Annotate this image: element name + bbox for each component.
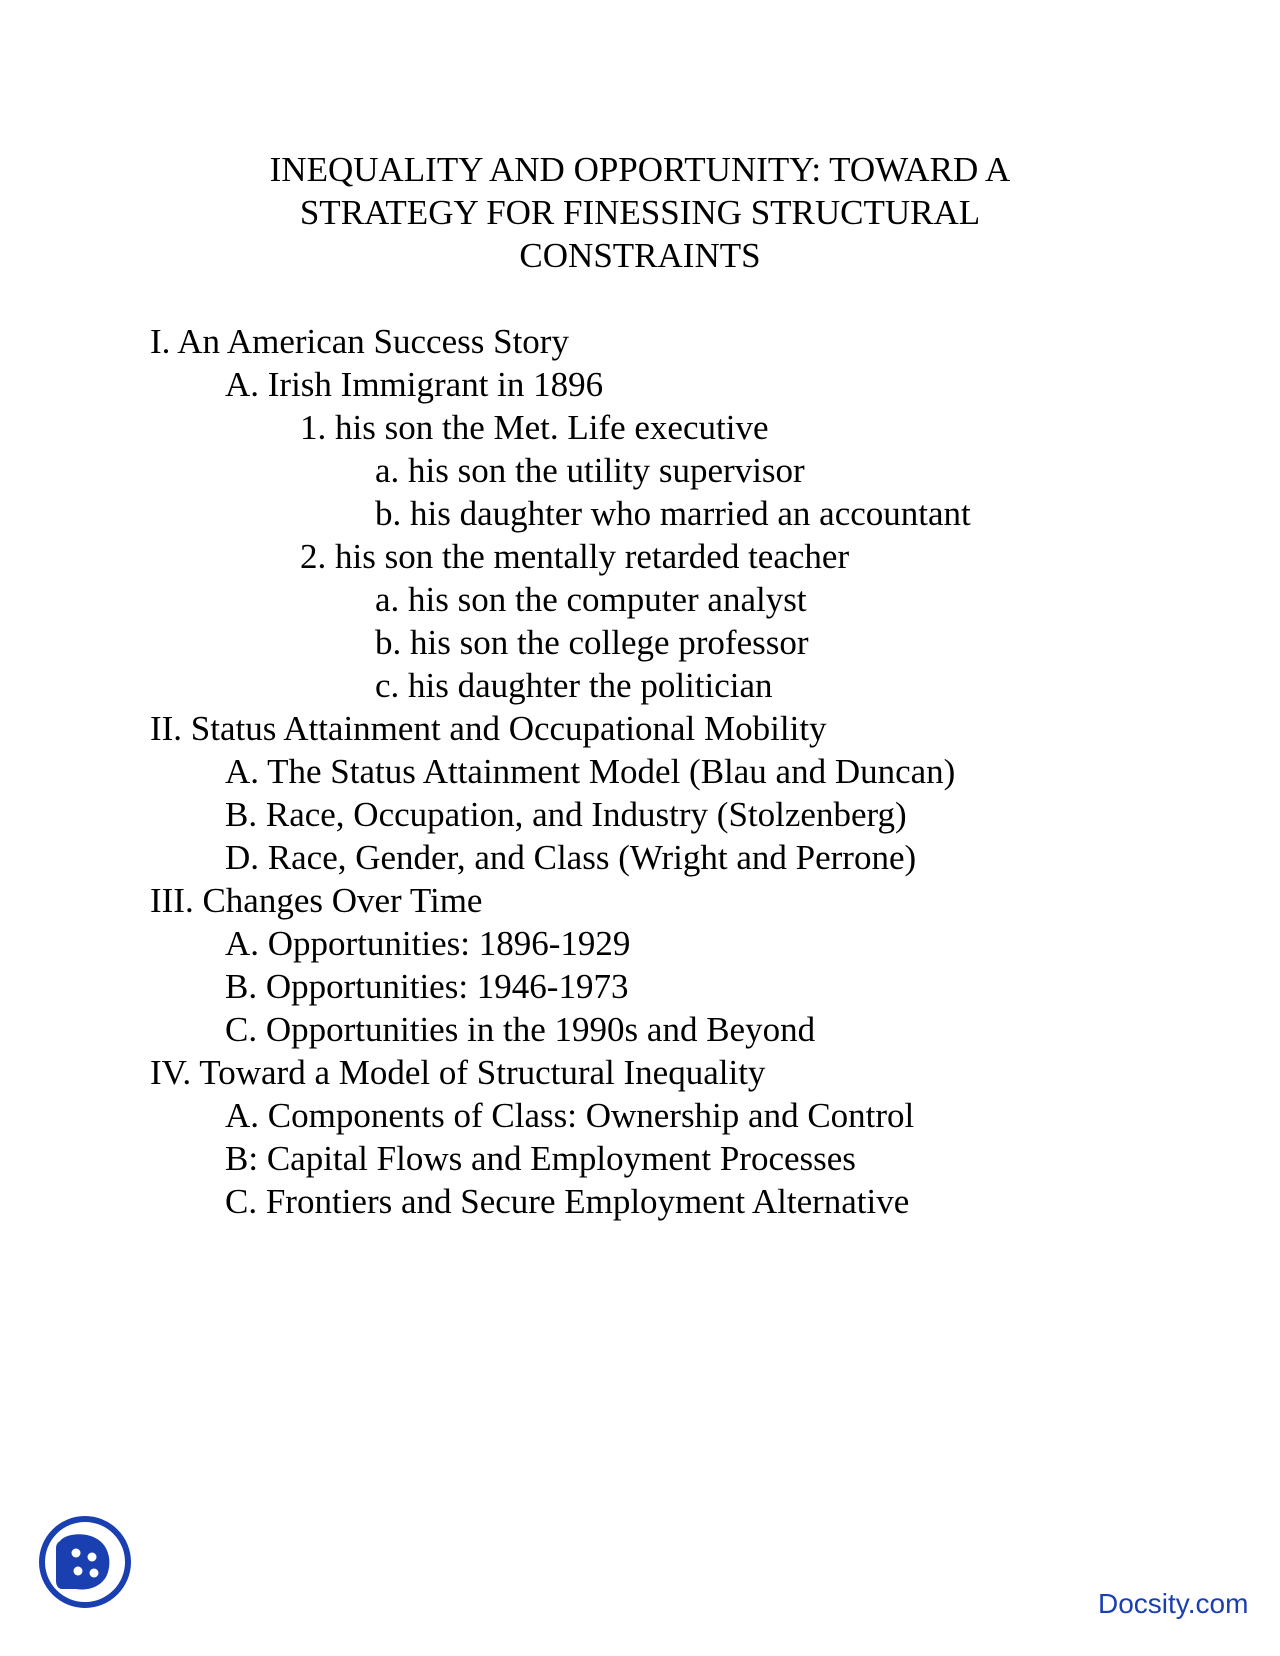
outline-item: A. Irish Immigrant in 1896	[225, 365, 604, 404]
outline-item: C. Frontiers and Secure Employment Alternative	[225, 1182, 910, 1221]
outline-item: 1. his son the Met. Life executive	[300, 408, 769, 447]
outline-item: b. his daughter who married an accountant	[375, 494, 971, 533]
outline-item: D. Race, Gender, and Class (Wright and Perrone)	[225, 838, 917, 877]
title-line: CONSTRAINTS	[519, 236, 761, 275]
docsity-logo-icon[interactable]	[38, 1515, 132, 1609]
outline-item: C. Opportunities in the 1990s and Beyond	[225, 1010, 816, 1049]
outline-item: a. his son the utility supervisor	[375, 451, 805, 490]
outline-item: c. his daughter the politician	[375, 666, 773, 705]
document-title	[200, 148, 1080, 277]
outline-item: B. Opportunities: 1946-1973	[225, 967, 629, 1006]
outline-item: B. Race, Occupation, and Industry (Stolzenberg)	[225, 795, 907, 834]
outline-item: II. Status Attainment and Occupational Mobility	[150, 709, 827, 748]
title-line: STRATEGY FOR FINESSING STRUCTURAL	[299, 193, 981, 232]
outline-item: III. Changes Over Time	[150, 881, 483, 920]
outline-item: I. An American Success Story	[150, 322, 569, 361]
docsity-watermark-link[interactable]: Docsity.com	[1098, 1588, 1249, 1619]
outline-item: B: Capital Flows and Employment Processes	[225, 1139, 856, 1178]
outline-item: a. his son the computer analyst	[375, 580, 807, 619]
outline-list	[150, 320, 971, 1223]
outline-item: IV. Toward a Model of Structural Inequality	[150, 1053, 766, 1092]
outline-item: 2. his son the mentally retarded teacher	[300, 537, 850, 576]
outline-item: b. his son the college professor	[375, 623, 809, 662]
outline-item: A. The Status Attainment Model (Blau and Duncan)	[225, 752, 956, 791]
docsity-logo-svg	[38, 1515, 132, 1609]
title-line: INEQUALITY AND OPPORTUNITY: TOWARD A	[269, 150, 1011, 189]
outline-item: A. Opportunities: 1896-1929	[225, 924, 631, 963]
outline-item: A. Components of Class: Ownership and Control	[225, 1096, 915, 1135]
